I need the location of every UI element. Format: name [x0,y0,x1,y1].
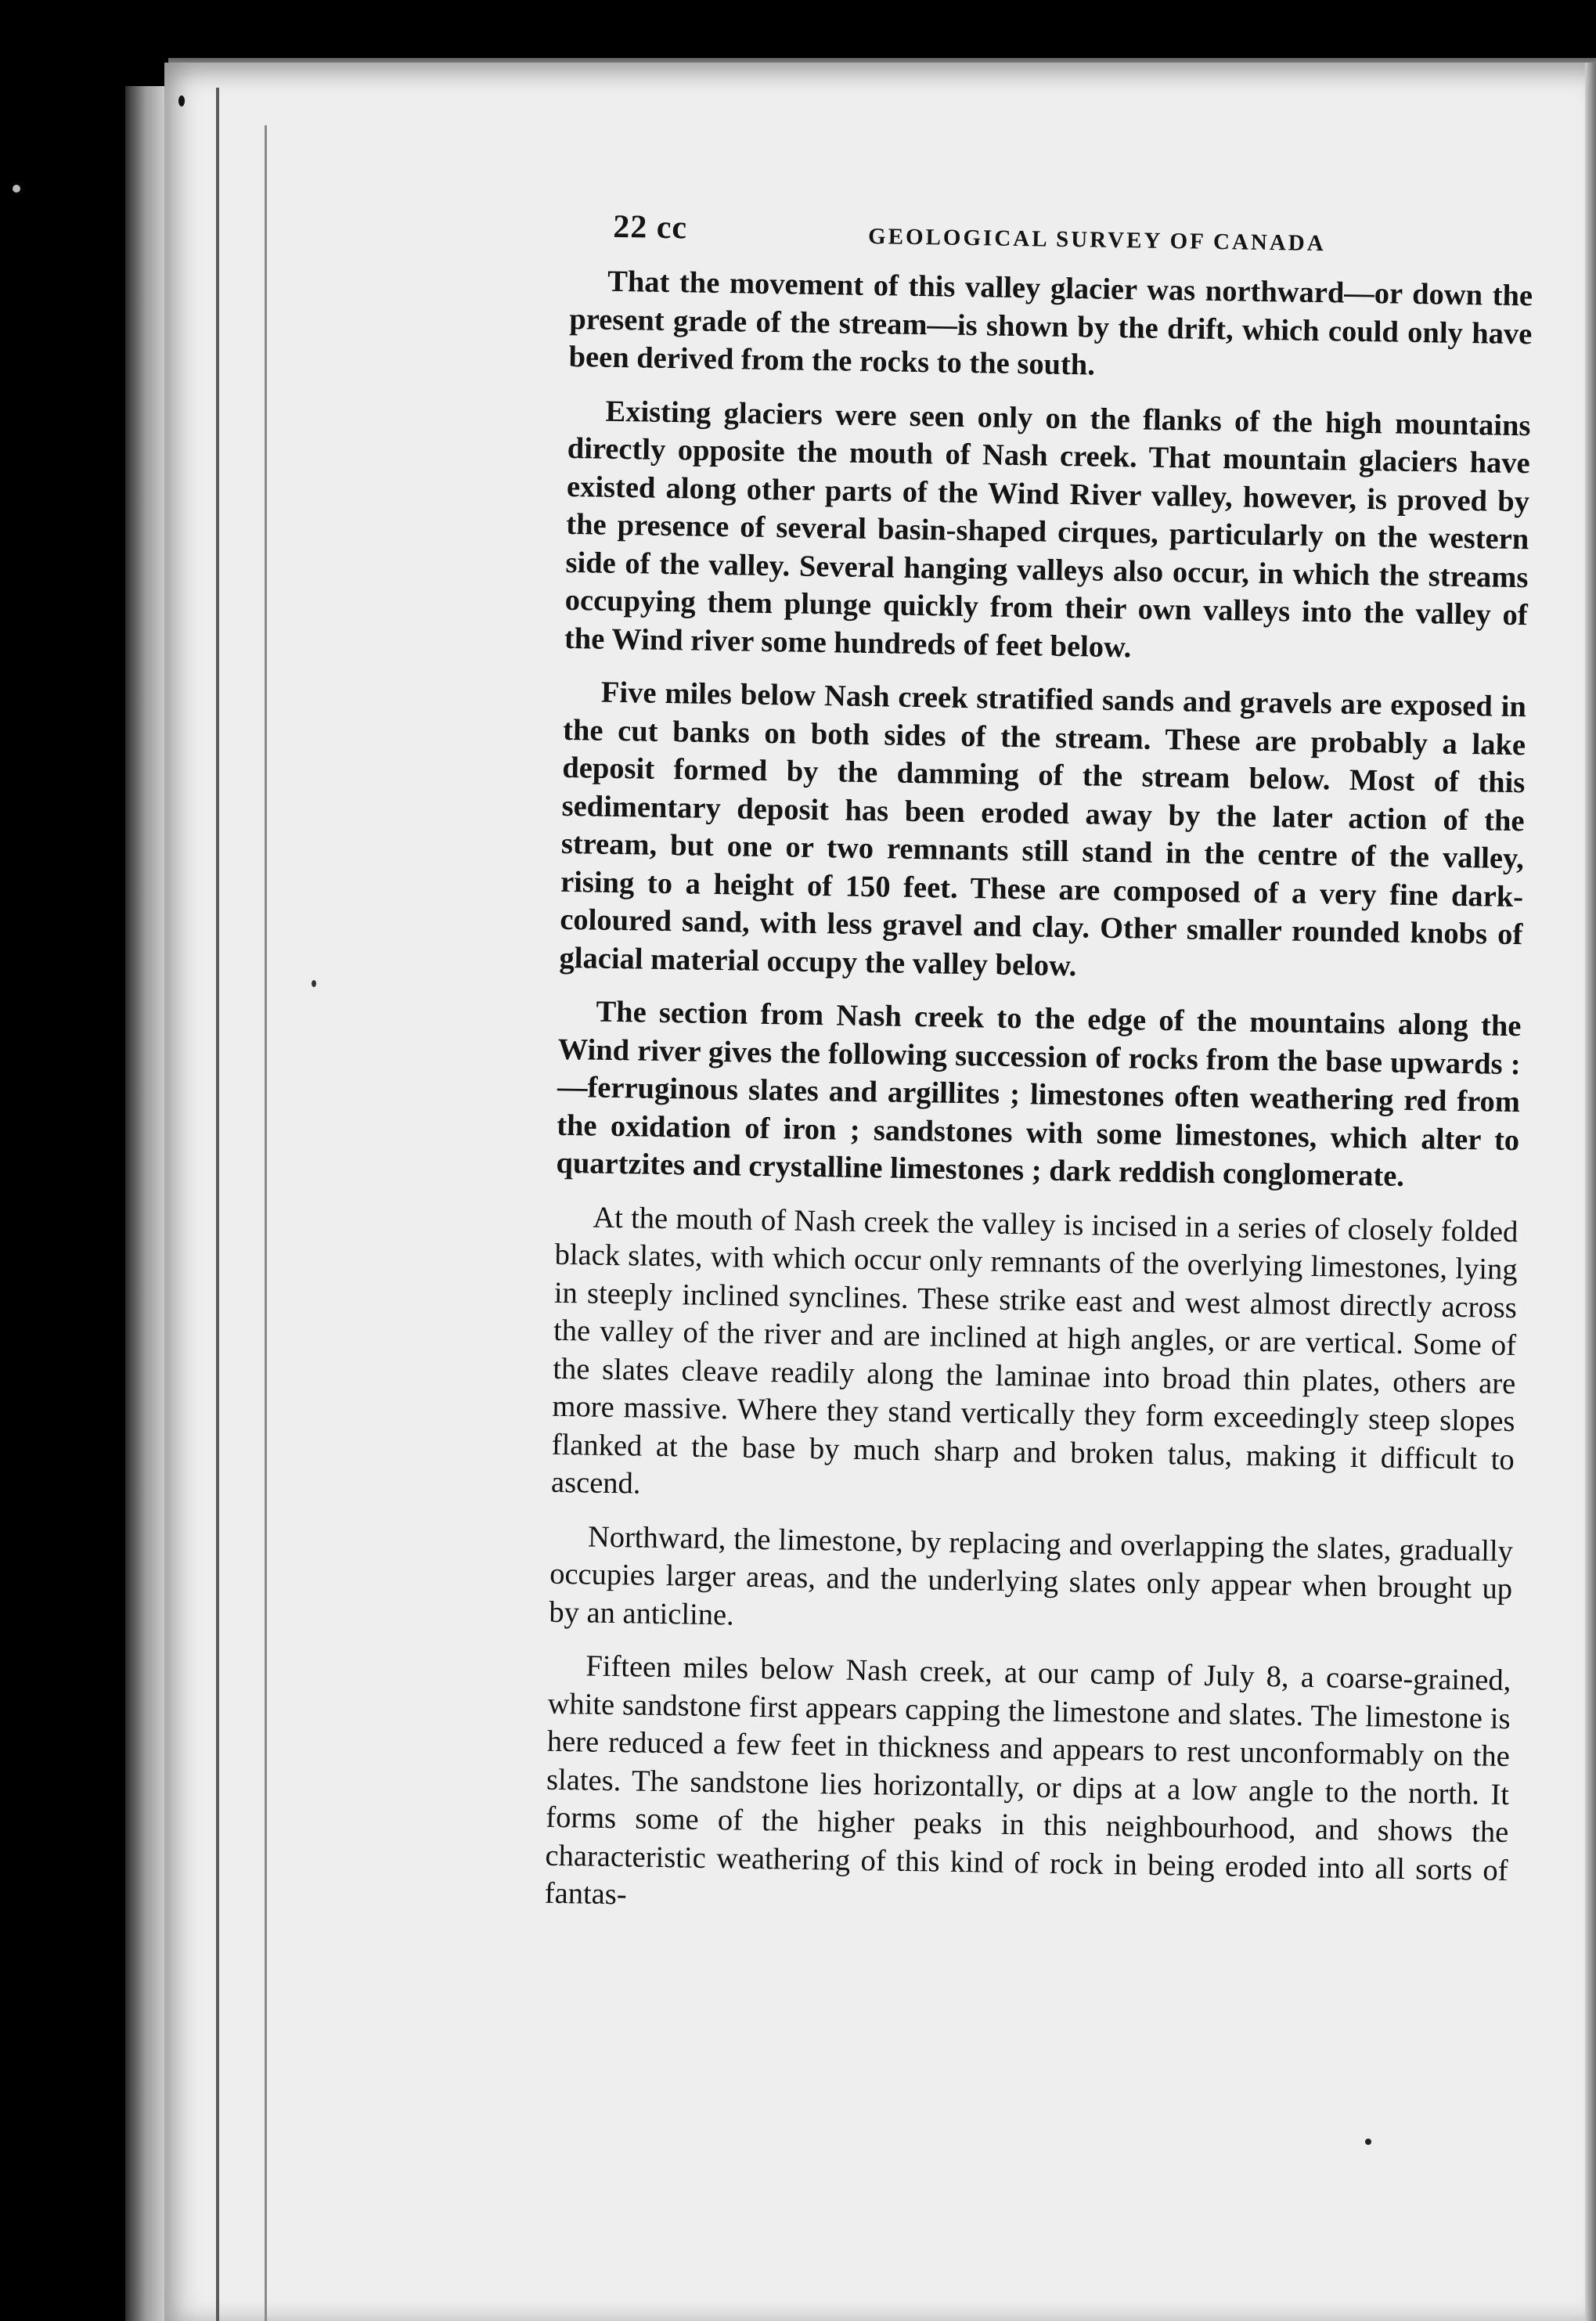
paragraph: At the mouth of Nash creek the valley is incised in a series of closely folded black slates, with which occur only remnants of the overlying limestones, lying in steeply inclined synclines. These strike east and west almost directly across the valley of the river and are inclined at high angles, or are vertical. Some of the slates cleave readily along the laminae into broad thin plates, others are more massive. Where they stand vertically they form exceedingly steep slopes flanked at the base by much sharp and broken talus, making it difficult to ascend. [550,1201,1519,1501]
scan-speck [13,185,20,193]
paragraph: Fifteen miles below Nash creek, at our camp of July 8, a coarse-grained, white sandstone first appears capping the limestone and slates. The limestone is here reduced a few feet in thickness and appears to rest unconformably on the slates. The sandstone lies horizontally, or dips at a low angle to the north. It forms some of the higher peaks in this neighbourhood, and shows the characteristic weathering of this kind of rock in being eroded into all sorts of fantas- [544,1649,1511,1912]
scan-margin-line [265,125,267,2321]
scan-speck [1365,2139,1371,2145]
page-body [544,262,1533,1928]
paragraph: Northward, the limestone, by replacing and overlapping the slates, gradually occupies larger areas, and the underlying slates only appear when brought up by an anticline. [549,1520,1514,1631]
paragraph: Five miles below Nash creek stratified sands and gravels are exposed in the cut banks on both sides of the stream. These are probably a lake deposit formed by the damming of the stream below. Most of this sedimentary deposit has been eroded away by the later action of the stream, but one or two remnants still stand in the centre of the valley, rising to a height of 150 feet. These are composed of a very fine dark-coloured sand, with less gravel and clay. Other smaller rounded knobs of glacial material occupy the valley below. [559,676,1527,982]
scan-right-edge [1585,63,1596,2321]
scan-speck [178,96,185,106]
book-page [544,192,1534,1944]
running-head: GEOLOGICAL SURVEY OF CANADA [867,223,1326,257]
scan-speck [312,980,316,987]
scan-margin-line [216,88,219,2321]
paragraph: The section from Nash creek to the edge of the mountains along the Wind river gives the following succession of rocks from the base upwards :—ferruginous slates and argillites ; limestones often weathering red from the oxidation of iron ; sandstones with some limestones, which alter to quartzites and crystalline limestones ; dark reddish conglomerate. [556,995,1522,1193]
paragraph: That the movement of this valley glacier was northward—or down the present grade of the stream—is shown by the drift, which could only have been derived from the rocks to the south. [568,265,1533,382]
page-number: 22 cc [612,208,688,247]
paragraph: Existing glaciers were seen only on the flanks of the high mountains directly opposite the mouth of Nash creek. That mountain glaciers have existed along other parts of the Wind River valley, however, is proved by the presence of several basin-shaped cirques, particularly on the western side of the valley. Several hanging valleys also occur, in which the streams occupying them plunge quickly from their own valleys into the valley of the Wind river some hundreds of feet below. [564,395,1531,664]
